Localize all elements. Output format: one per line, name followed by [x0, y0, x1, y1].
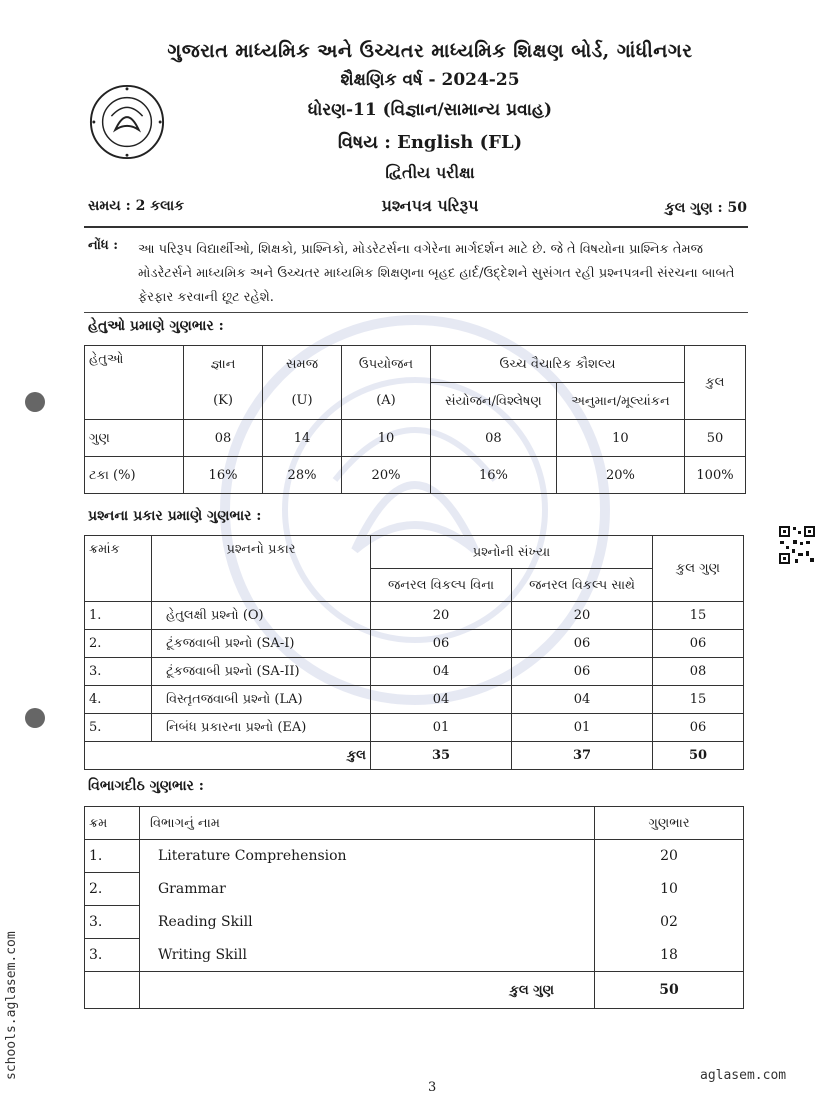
academic-year: શૈક્ષણિક વર્ષ - 2024-25 [340, 70, 520, 90]
header-type: પ્રશ્નનો પ્રકાર [152, 536, 371, 602]
row-label: ટકા (%) [85, 457, 184, 494]
serial: 3. [85, 939, 140, 972]
serial: 2. [85, 873, 140, 906]
header-evaluation: અનુમાન/મૂલ્યાંકન [556, 383, 684, 420]
count-without: 06 [371, 630, 512, 658]
total-marks-value: 50 [653, 742, 744, 770]
count-with: 06 [512, 630, 653, 658]
header-analysis: સંયોજન/વિશ્લેષણ [431, 383, 557, 420]
count-with: 04 [512, 686, 653, 714]
cell-value: 08 [184, 420, 263, 457]
header-knowledge-code: (K) [184, 383, 263, 420]
table-header-row [85, 807, 744, 840]
footer-site-url: aglasem.com [700, 1068, 787, 1083]
punch-hole-bottom [25, 708, 45, 728]
header-total: કુલ [685, 346, 746, 420]
question-type: વિસ્તૃતજવાબી પ્રશ્નો (LA) [152, 686, 371, 714]
table-row [85, 873, 744, 906]
table-header-row [85, 536, 744, 569]
header-without-option: જનરલ વિકલ્પ વિના [371, 569, 512, 602]
table-row [85, 840, 744, 873]
cell-value: 20% [556, 457, 684, 494]
objective-weightage-title: હેતુઓ પ્રમાણે ગુણભાર : [88, 318, 224, 334]
note-text: આ પરિરૂપ વિદ્યાર્થીઓ, શિક્ષકો, પ્રાશ્નિકો, મોડરેટર્સના વગેરેના માર્ગદર્શન માટે છે. જે તે વિષયોના પ્રાશ્નિક તેમજ મોડરેટર્સને માધ્યમિક અને ઉચ્ચતર માધ્યમિક શિક્ષણના બૃહદ હાર્દ/ઉદ્દેશને સુસંગત રહી પ્રશ્નપત્રની સંરચના બાબતે ફેરફાર કરવાની છૂટ રહેશે. [138, 242, 735, 305]
section-name: Reading Skill [140, 906, 595, 939]
cell-value: 16% [431, 457, 557, 494]
cell-value: 16% [184, 457, 263, 494]
time-duration: સમય : 2 કલાક [88, 198, 185, 214]
cell-value: 10 [342, 420, 431, 457]
table-row [85, 602, 744, 630]
header-with-option: જનરલ વિકલ્પ સાથે [512, 569, 653, 602]
table-row [85, 457, 746, 494]
header-marks: ગુણભાર [595, 807, 744, 840]
count-with: 20 [512, 602, 653, 630]
qr-code-icon [778, 525, 816, 565]
section-marks: 18 [595, 939, 744, 972]
table-header-row [85, 346, 746, 383]
total-without: 35 [371, 742, 512, 770]
marks: 06 [653, 714, 744, 742]
section-marks: 20 [595, 840, 744, 873]
marks: 08 [653, 658, 744, 686]
question-type: હેતુલક્ષી પ્રશ્નો (O) [152, 602, 371, 630]
cell-value: 10 [556, 420, 684, 457]
total-spacer [85, 972, 140, 1009]
section-weightage-table [84, 806, 744, 1009]
header-hots: ઉચ્ચ વૈચારિક કૌશલ્ય [431, 346, 685, 383]
total-label: કુલ ગુણ [140, 972, 595, 1009]
board-title: ગુજરાત માધ્યમિક અને ઉચ્ચતર માધ્યમિક શિક્ષણ બોર્ડ, ગાંધીનગર [167, 40, 693, 62]
standard-stream: ધોરણ-11 (વિજ્ઞાન/સામાન્ય પ્રવાહ) [307, 100, 553, 120]
table-total-row [85, 972, 744, 1009]
table-row [85, 686, 744, 714]
question-type: નિબંધ પ્રકારના પ્રશ્નો (EA) [152, 714, 371, 742]
cell-value: 50 [685, 420, 746, 457]
header-application: ઉપયોજન [342, 346, 431, 383]
total-marks: કુલ ગુણ : 50 [664, 200, 747, 216]
marks: 15 [653, 602, 744, 630]
question-type: ટૂંકજવાબી પ્રશ્નો (SA-I) [152, 630, 371, 658]
header-serial: ક્રમ [85, 807, 140, 840]
serial: 4. [85, 686, 152, 714]
count-without: 20 [371, 602, 512, 630]
section-weightage-title: વિભાગદીઠ ગુણભાર : [88, 778, 204, 794]
question-type: ટૂંકજવાબી પ્રશ્નો (SA-II) [152, 658, 371, 686]
cell-value: 100% [685, 457, 746, 494]
count-with: 01 [512, 714, 653, 742]
serial: 2. [85, 630, 152, 658]
marks: 06 [653, 630, 744, 658]
header-section-name: વિભાગનું નામ [140, 807, 595, 840]
cell-value: 28% [263, 457, 342, 494]
count-without: 04 [371, 658, 512, 686]
total-marks-value: 50 [595, 972, 744, 1009]
section-marks: 10 [595, 873, 744, 906]
header-application-code: (A) [342, 383, 431, 420]
table-row [85, 906, 744, 939]
question-type-weightage-title: પ્રશ્નના પ્રકાર પ્રમાણે ગુણભાર : [88, 508, 262, 524]
header-count: પ્રશ્નોની સંખ્યા [371, 536, 653, 569]
serial: 3. [85, 906, 140, 939]
serial: 1. [85, 602, 152, 630]
serial: 1. [85, 840, 140, 873]
table-row [85, 714, 744, 742]
count-with: 06 [512, 658, 653, 686]
count-without: 04 [371, 686, 512, 714]
table-row [85, 939, 744, 972]
header-total-marks: કુલ ગુણ [653, 536, 744, 602]
total-label: કુલ [152, 742, 371, 770]
cell-value: 20% [342, 457, 431, 494]
total-spacer [85, 742, 152, 770]
side-watermark-url: schools.aglasem.com [4, 931, 19, 1080]
row-label: ગુણ [85, 420, 184, 457]
note-divider [84, 312, 748, 313]
table-total-row [85, 742, 744, 770]
cell-value: 14 [263, 420, 342, 457]
section-name: Writing Skill [140, 939, 595, 972]
section-marks: 02 [595, 906, 744, 939]
total-with: 37 [512, 742, 653, 770]
header-objective: હેતુઓ [85, 346, 184, 420]
header-knowledge: જ્ઞાન [184, 346, 263, 383]
marks: 15 [653, 686, 744, 714]
objective-weightage-table [84, 345, 746, 494]
section-name: Literature Comprehension [140, 840, 595, 873]
note-label: નોંધ : [88, 238, 119, 253]
table-row [85, 658, 744, 686]
cell-value: 08 [431, 420, 557, 457]
table-subheader-row [85, 383, 746, 420]
subject: વિષય : English (FL) [337, 132, 523, 153]
blueprint-title: પ્રશ્નપત્ર પરિરૂપ [381, 196, 479, 215]
header-understanding-code: (U) [263, 383, 342, 420]
header-serial: ક્રમાંક [85, 536, 152, 602]
header-divider [84, 226, 748, 228]
question-type-table [84, 535, 744, 770]
exam-name: દ્વિતીય પરીક્ષા [385, 163, 475, 182]
page-number: 3 [428, 1080, 437, 1095]
count-without: 01 [371, 714, 512, 742]
section-name: Grammar [140, 873, 595, 906]
header-understanding: સમજ [263, 346, 342, 383]
serial: 3. [85, 658, 152, 686]
table-row [85, 420, 746, 457]
punch-hole-top [25, 392, 45, 412]
table-row [85, 630, 744, 658]
serial: 5. [85, 714, 152, 742]
